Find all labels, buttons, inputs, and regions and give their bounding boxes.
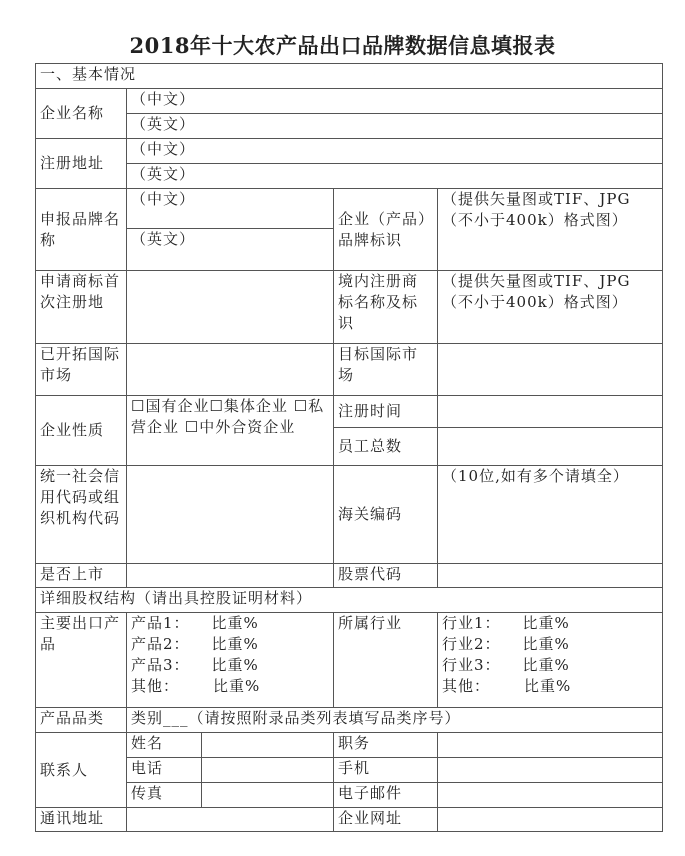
reg-address-label: 注册地址 [36,139,127,189]
target-market-label: 目标国际市场 [334,344,438,396]
ratio-label: 比重% [522,614,570,632]
category-label: 产品品类 [36,708,127,733]
email-label: 电子邮件 [334,783,438,808]
reg-address-cn-field[interactable]: （中文） [127,139,663,164]
industry-field[interactable] [438,613,663,708]
reg-time-field[interactable] [438,396,663,428]
ratio-label: 比重% [213,677,261,695]
credit-code-field[interactable] [127,466,334,564]
brand-name-cn-field[interactable]: （中文） [127,189,334,229]
industry-1-label: 行业1： [442,614,501,632]
ratio-label: 比重% [211,656,259,674]
email-field[interactable] [438,783,663,808]
section-basic: 一、基本情况 [36,64,663,89]
product-other-label: 其他： [131,677,180,695]
mobile-field[interactable] [438,758,663,783]
stock-field[interactable] [438,564,663,588]
customs-label: 海关编码 [334,466,438,564]
nature-options [127,396,334,466]
company-name-en-field[interactable]: （英文） [127,114,663,139]
staff-label: 员工总数 [334,428,438,466]
brand-name-en-field[interactable]: （英文） [127,229,334,271]
listed-label: 是否上市 [36,564,127,588]
nature-label: 企业性质 [36,396,127,466]
brand-logo-label: 企业（产品）品牌标识 [334,189,438,271]
website-label: 企业网址 [334,808,438,832]
contact-label: 联系人 [36,733,127,808]
markets-field[interactable] [127,344,334,396]
position-field[interactable] [438,733,663,758]
export-products-label: 主要出口产品 [36,613,127,708]
reg-address-en-field[interactable]: （英文） [127,164,663,189]
address-field[interactable] [127,808,334,832]
fax-field[interactable] [202,783,334,808]
category-field[interactable]: 类别___（请按照附录品类列表填写品类序号） [127,708,663,733]
ratio-label: 比重% [524,677,572,695]
checkbox-state-owned[interactable]: ☐国有企业 [131,397,210,415]
industry-2-label: 行业2： [442,635,501,653]
company-name-cn-field[interactable]: （中文） [127,89,663,114]
ratio-label: 比重% [522,635,570,653]
checkbox-collective[interactable]: ☐集体企业 [209,397,288,415]
page-title: 2018年十大农产品出口品牌数据信息填报表 [129,33,556,58]
domestic-trademark-label: 境内注册商标名称及标识 [334,271,438,344]
industry-other-label: 其他： [442,677,491,695]
credit-code-label: 统一社会信用代码或组织机构代码 [36,466,127,564]
staff-field[interactable] [438,428,663,466]
customs-field[interactable]: （10位,如有多个请填全） [438,466,663,564]
listed-field[interactable] [127,564,334,588]
ratio-label: 比重% [522,656,570,674]
position-label: 职务 [334,733,438,758]
fax-label: 传真 [127,783,202,808]
trademark-field[interactable] [127,271,334,344]
export-products-field[interactable] [127,613,334,708]
address-label: 通讯地址 [36,808,127,832]
phone-field[interactable] [202,758,334,783]
domestic-trademark-field[interactable]: （提供矢量图或TIF、JPG（不小于400k）格式图） [438,271,663,344]
company-name-label: 企业名称 [36,89,127,139]
industry-label: 所属行业 [334,613,438,708]
contact-name-label: 姓名 [127,733,202,758]
brand-name-label: 申报品牌名称 [36,189,127,271]
contact-name-field[interactable] [202,733,334,758]
info-form-table [35,63,663,832]
ratio-label: 比重% [211,614,259,632]
product-2-label: 产品2： [131,635,190,653]
checkbox-joint-venture[interactable]: ☐中外合资企业 [184,418,296,436]
reg-time-label: 注册时间 [334,396,438,428]
brand-logo-field[interactable]: （提供矢量图或TIF、JPG（不小于400k）格式图） [438,189,663,271]
phone-label: 电话 [127,758,202,783]
product-3-label: 产品3： [131,656,190,674]
markets-label: 已开拓国际市场 [36,344,127,396]
industry-3-label: 行业3： [442,656,501,674]
product-1-label: 产品1： [131,614,190,632]
stock-label: 股票代码 [334,564,438,588]
ratio-label: 比重% [211,635,259,653]
trademark-label: 申请商标首次注册地 [36,271,127,344]
equity-label: 详细股权结构（请出具控股证明材料） [36,588,663,613]
mobile-label: 手机 [334,758,438,783]
checkbox-private[interactable]: ☐私营企业 [131,397,325,436]
target-market-field[interactable] [438,344,663,396]
website-field[interactable] [438,808,663,832]
